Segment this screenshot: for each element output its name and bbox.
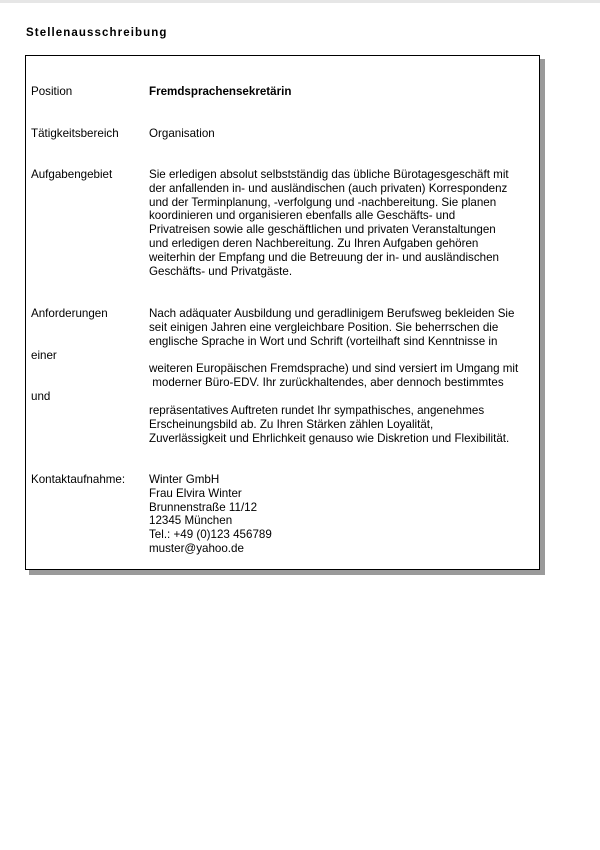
aufgabengebiet-label: Aufgabengebiet xyxy=(31,168,113,181)
anforderungen-text-block-3 xyxy=(149,404,509,445)
text-line: Sie erledigen absolut selbstständig das übliche Bürotagesgeschäft mit xyxy=(149,168,509,181)
text-line: repräsentatives Auftreten rundet Ihr sympathisches, angenehmes xyxy=(149,404,485,417)
text-line: moderner Büro-EDV. Ihr zurückhaltendes, aber dennoch bestimmtes xyxy=(149,375,504,389)
page-title: Stellenausschreibung xyxy=(26,27,168,39)
text-line: und der Terminplanung, -verfolgung und -nachbereitung. Sie planen xyxy=(149,195,497,209)
anforderungen-text-block-2 xyxy=(149,362,518,390)
contact-person: Frau Elvira Winter xyxy=(149,486,242,500)
job-posting-table xyxy=(25,55,540,570)
kontakt-label: Kontaktaufnahme: xyxy=(31,473,126,486)
taetigkeitsbereich-value: Organisation xyxy=(149,127,215,140)
aufgabengebiet-text xyxy=(149,168,509,278)
street-address: Brunnenstraße 11/12 xyxy=(149,500,258,514)
anforderungen-label-und: und xyxy=(31,390,51,403)
anforderungen-label: Anforderungen xyxy=(31,307,108,320)
text-line: der anfallenden in- und ausländischen (auch privaten) Korrespondenz xyxy=(149,181,508,195)
text-line: Zuverlässigkeit und Ehrlichkeit genauso wie Diskretion und Flexibilität. xyxy=(149,431,510,445)
text-line: weiterhin der Empfang und die Betreuung der in- und ausländischen xyxy=(149,250,499,264)
anforderungen-label-einer: einer xyxy=(31,349,57,362)
kontakt-address xyxy=(149,473,272,556)
position-label: Position xyxy=(31,85,73,98)
text-line: Geschäfts- und Privatgäste. xyxy=(149,264,293,278)
phone-number: Tel.: +49 (0)123 456789 xyxy=(149,528,272,542)
email-address: muster@yahoo.de xyxy=(149,541,244,555)
text-line: Nach adäquater Ausbildung und geradlinigem Berufsweg bekleiden Sie xyxy=(149,307,515,320)
taetigkeitsbereich-label: Tätigkeitsbereich xyxy=(31,127,119,140)
text-line: englische Sprache in Wort und Schrift (vorteilhaft sind Kenntnisse in xyxy=(149,334,498,348)
text-line: Erscheinungsbild ab. Zu Ihren Stärken zählen Loyalität, xyxy=(149,417,434,431)
text-line: Privatreisen sowie alle geschäftlichen und privaten Veranstaltungen xyxy=(149,223,496,237)
text-line: koordinieren und organisieren ebenfalls alle Geschäfts- und xyxy=(149,209,456,223)
company-name: Winter GmbH xyxy=(149,473,220,486)
text-line: seit einigen Jahren eine vergleichbare Position. Sie beherrschen die xyxy=(149,320,499,334)
city-address: 12345 München xyxy=(149,514,233,528)
top-divider xyxy=(0,0,600,3)
text-line: weiteren Europäischen Fremdsprache) und sind versiert im Umgang mit xyxy=(149,362,519,375)
position-value: Fremdsprachensekretärin xyxy=(149,85,292,98)
anforderungen-text-block-1 xyxy=(149,307,514,348)
text-line: und erledigen deren Nachbereitung. Zu Ihren Aufgaben gehören xyxy=(149,236,479,250)
